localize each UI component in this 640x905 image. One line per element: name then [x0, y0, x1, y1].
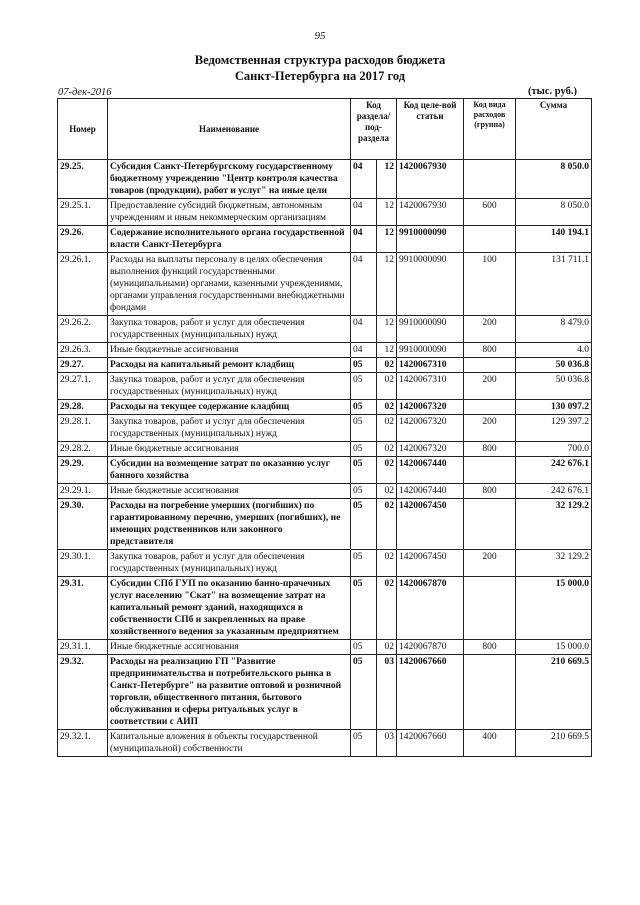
row-section-code: 04	[351, 316, 377, 343]
table-row	[58, 577, 592, 640]
row-section-code: 05	[351, 400, 377, 415]
row-name: Субсидии на возмещение затрат по оказанию услуг банного хозяйства	[108, 457, 351, 484]
table-row	[58, 373, 592, 400]
row-name: Расходы на выплаты персоналу в целях обеспечения выполнения функций государственными (муниципальными) органами, казенными учреждениями, органами управления государственными внебюджетными фондами	[108, 253, 351, 316]
row-subsection-code: 02	[377, 415, 397, 442]
header-sum: Сумма	[516, 99, 592, 160]
row-name: Субсидии СПб ГУП по оказанию банно-прачечных услуг населению "Скат" на возмещение затрат на капитальный ремонт зданий, находящихся в собственности СПб и закрепленных на праве хозяйственного ведения за указанным предприятием	[108, 577, 351, 640]
budget-table	[57, 98, 592, 757]
row-sum: 50 036.8	[516, 373, 592, 400]
row-subsection-code: 12	[377, 160, 397, 199]
row-expense-kind: 800	[464, 343, 516, 358]
row-sum: 210 669.5	[516, 655, 592, 730]
row-article-code: 1420067930	[397, 160, 464, 199]
row-number: 29.32.	[58, 655, 108, 730]
row-name: Иные бюджетные ассигнования	[108, 343, 351, 358]
row-expense-kind	[464, 226, 516, 253]
row-section-code: 05	[351, 373, 377, 400]
row-name: Закупка товаров, работ и услуг для обеспечения государственных (муниципальных) нужд	[108, 415, 351, 442]
row-sum: 131 711.1	[516, 253, 592, 316]
row-subsection-code: 12	[377, 199, 397, 226]
row-sum: 129 397.2	[516, 415, 592, 442]
row-sum: 50 036.8	[516, 358, 592, 373]
row-section-code: 04	[351, 253, 377, 316]
row-expense-kind: 200	[464, 550, 516, 577]
units-label: (тыс. руб.)	[528, 86, 577, 97]
row-number: 29.26.1.	[58, 253, 108, 316]
row-section-code: 05	[351, 730, 377, 757]
row-subsection-code: 02	[377, 457, 397, 484]
row-sum: 130 097.2	[516, 400, 592, 415]
row-subsection-code: 02	[377, 400, 397, 415]
table-row	[58, 730, 592, 757]
row-name: Закупка товаров, работ и услуг для обеспечения государственных (муниципальных) нужд	[108, 373, 351, 400]
row-article-code: 1420067870	[397, 640, 464, 655]
row-section-code: 05	[351, 415, 377, 442]
row-section-code: 05	[351, 457, 377, 484]
title-line-1: Ведомственная структура расходов бюджета	[194, 53, 446, 67]
row-sum: 8 050.0	[516, 160, 592, 199]
row-section-code: 04	[351, 343, 377, 358]
row-expense-kind: 800	[464, 442, 516, 457]
row-number: 29.25.1.	[58, 199, 108, 226]
row-expense-kind: 800	[464, 640, 516, 655]
row-number: 29.31.1.	[58, 640, 108, 655]
row-article-code: 1420067660	[397, 730, 464, 757]
row-number: 29.28.1.	[58, 415, 108, 442]
row-article-code: 1420067870	[397, 577, 464, 640]
row-article-code: 1420067320	[397, 400, 464, 415]
row-sum: 140 194.1	[516, 226, 592, 253]
row-number: 29.28.	[58, 400, 108, 415]
header-kind: Код вида расходов (группа)	[464, 99, 516, 160]
row-subsection-code: 02	[377, 358, 397, 373]
row-expense-kind: 200	[464, 415, 516, 442]
table-row	[58, 358, 592, 373]
row-section-code: 05	[351, 484, 377, 499]
row-subsection-code: 12	[377, 343, 397, 358]
row-number: 29.26.2.	[58, 316, 108, 343]
row-subsection-code: 02	[377, 550, 397, 577]
row-name: Субсидия Санкт-Петербургскому государственному бюджетному учреждению "Центр контроля качества товаров (продукции), работ и услуг" на иные цели	[108, 160, 351, 199]
row-subsection-code: 12	[377, 316, 397, 343]
row-article-code: 9910000090	[397, 316, 464, 343]
row-section-code: 05	[351, 499, 377, 550]
row-subsection-code: 03	[377, 655, 397, 730]
row-number: 29.29.1.	[58, 484, 108, 499]
header-name: Наименование	[108, 99, 351, 160]
row-name: Содержание исполнительного органа государственной власти Санкт-Петербурга	[108, 226, 351, 253]
row-number: 29.32.1.	[58, 730, 108, 757]
row-number: 29.26.3.	[58, 343, 108, 358]
row-name: Иные бюджетные ассигнования	[108, 484, 351, 499]
table-row	[58, 160, 592, 199]
row-expense-kind: 200	[464, 373, 516, 400]
document-date: 07-дек-2016	[58, 87, 112, 98]
row-section-code: 04	[351, 226, 377, 253]
row-article-code: 1420067320	[397, 442, 464, 457]
row-subsection-code: 12	[377, 226, 397, 253]
row-article-code: 9910000090	[397, 253, 464, 316]
row-expense-kind: 400	[464, 730, 516, 757]
row-article-code: 9910000090	[397, 343, 464, 358]
row-section-code: 04	[351, 160, 377, 199]
row-sum: 15 000.0	[516, 640, 592, 655]
row-section-code: 04	[351, 199, 377, 226]
row-sum: 32 129.2	[516, 499, 592, 550]
table-row	[58, 457, 592, 484]
row-name: Расходы на капитальный ремонт кладбищ	[108, 358, 351, 373]
row-number: 29.31.	[58, 577, 108, 640]
row-name: Расходы на текущее содержание кладбищ	[108, 400, 351, 415]
row-article-code: 1420067320	[397, 415, 464, 442]
row-sum: 32 129.2	[516, 550, 592, 577]
table-row	[58, 640, 592, 655]
table-header-row	[58, 99, 592, 160]
row-sum: 700.0	[516, 442, 592, 457]
row-section-code: 05	[351, 577, 377, 640]
row-expense-kind: 200	[464, 316, 516, 343]
row-article-code: 9910000090	[397, 226, 464, 253]
row-name: Расходы на реализацию ГП "Развитие предпринимательства и потребительского рынка в Санкт-Петербурге" на развитие оптовой и розничной торговли, общественного питания, бытового обслуживания и сферы ритуальных услуг в соответствии с АИП	[108, 655, 351, 730]
table-row	[58, 226, 592, 253]
table-row	[58, 253, 592, 316]
row-expense-kind	[464, 400, 516, 415]
row-expense-kind: 600	[464, 199, 516, 226]
table-row	[58, 484, 592, 499]
row-expense-kind	[464, 499, 516, 550]
row-section-code: 05	[351, 358, 377, 373]
row-name: Иные бюджетные ассигнования	[108, 640, 351, 655]
row-sum: 210 669.5	[516, 730, 592, 757]
table-row	[58, 343, 592, 358]
row-name: Капитальные вложения в объекты государственной (муниципальной) собственности	[108, 730, 351, 757]
row-number: 29.25.	[58, 160, 108, 199]
row-sum: 242 676.1	[516, 457, 592, 484]
row-number: 29.27.1.	[58, 373, 108, 400]
row-number: 29.26.	[58, 226, 108, 253]
row-section-code: 05	[351, 640, 377, 655]
row-expense-kind: 100	[464, 253, 516, 316]
row-article-code: 1420067440	[397, 484, 464, 499]
row-number: 29.30.	[58, 499, 108, 550]
row-number: 29.28.2.	[58, 442, 108, 457]
row-expense-kind	[464, 160, 516, 199]
row-number: 29.29.	[58, 457, 108, 484]
row-name: Закупка товаров, работ и услуг для обеспечения государственных (муниципальных) нужд	[108, 550, 351, 577]
row-subsection-code: 02	[377, 442, 397, 457]
row-subsection-code: 12	[377, 253, 397, 316]
row-expense-kind	[464, 577, 516, 640]
row-article-code: 1420067450	[397, 550, 464, 577]
row-name: Расходы на погребение умерших (погибших) по гарантированному перечню, умерших (погибших), не имеющих родственников или законного представителя	[108, 499, 351, 550]
header-article: Код целе-вой статьи	[397, 99, 464, 160]
row-article-code: 1420067930	[397, 199, 464, 226]
row-article-code: 1420067440	[397, 457, 464, 484]
table-row	[58, 655, 592, 730]
row-sum: 242 676.1	[516, 484, 592, 499]
row-sum: 8 479.0	[516, 316, 592, 343]
title-line-2: Санкт-Петербурга на 2017 год	[234, 69, 406, 83]
row-name: Иные бюджетные ассигнования	[108, 442, 351, 457]
table-row	[58, 442, 592, 457]
row-article-code: 1420067310	[397, 373, 464, 400]
row-article-code: 1420067310	[397, 358, 464, 373]
row-sum: 8 050.0	[516, 199, 592, 226]
table-row	[58, 550, 592, 577]
row-section-code: 05	[351, 442, 377, 457]
row-subsection-code: 02	[377, 640, 397, 655]
table-row	[58, 415, 592, 442]
row-section-code: 05	[351, 655, 377, 730]
document-title	[0, 52, 640, 84]
row-expense-kind: 800	[464, 484, 516, 499]
row-subsection-code: 03	[377, 730, 397, 757]
row-sum: 15 000.0	[516, 577, 592, 640]
row-number: 29.27.	[58, 358, 108, 373]
header-number: Номер	[58, 99, 108, 160]
table-body	[58, 160, 592, 757]
row-sum: 4.0	[516, 343, 592, 358]
row-subsection-code: 02	[377, 373, 397, 400]
row-name: Закупка товаров, работ и услуг для обеспечения государственных (муниципальных) нужд	[108, 316, 351, 343]
row-article-code: 1420067660	[397, 655, 464, 730]
table-row	[58, 199, 592, 226]
header-section: Код раздела/ под-раздела	[351, 99, 397, 160]
row-name: Предоставление субсидий бюджетным, автономным учреждениям и иным некоммерческим организациям	[108, 199, 351, 226]
row-article-code: 1420067450	[397, 499, 464, 550]
row-subsection-code: 02	[377, 484, 397, 499]
table-row	[58, 400, 592, 415]
row-expense-kind	[464, 457, 516, 484]
table-row	[58, 316, 592, 343]
row-expense-kind	[464, 655, 516, 730]
row-subsection-code: 02	[377, 499, 397, 550]
row-expense-kind	[464, 358, 516, 373]
row-number: 29.30.1.	[58, 550, 108, 577]
row-subsection-code: 02	[377, 577, 397, 640]
page-number: 95	[314, 30, 326, 42]
table-row	[58, 499, 592, 550]
row-section-code: 05	[351, 550, 377, 577]
